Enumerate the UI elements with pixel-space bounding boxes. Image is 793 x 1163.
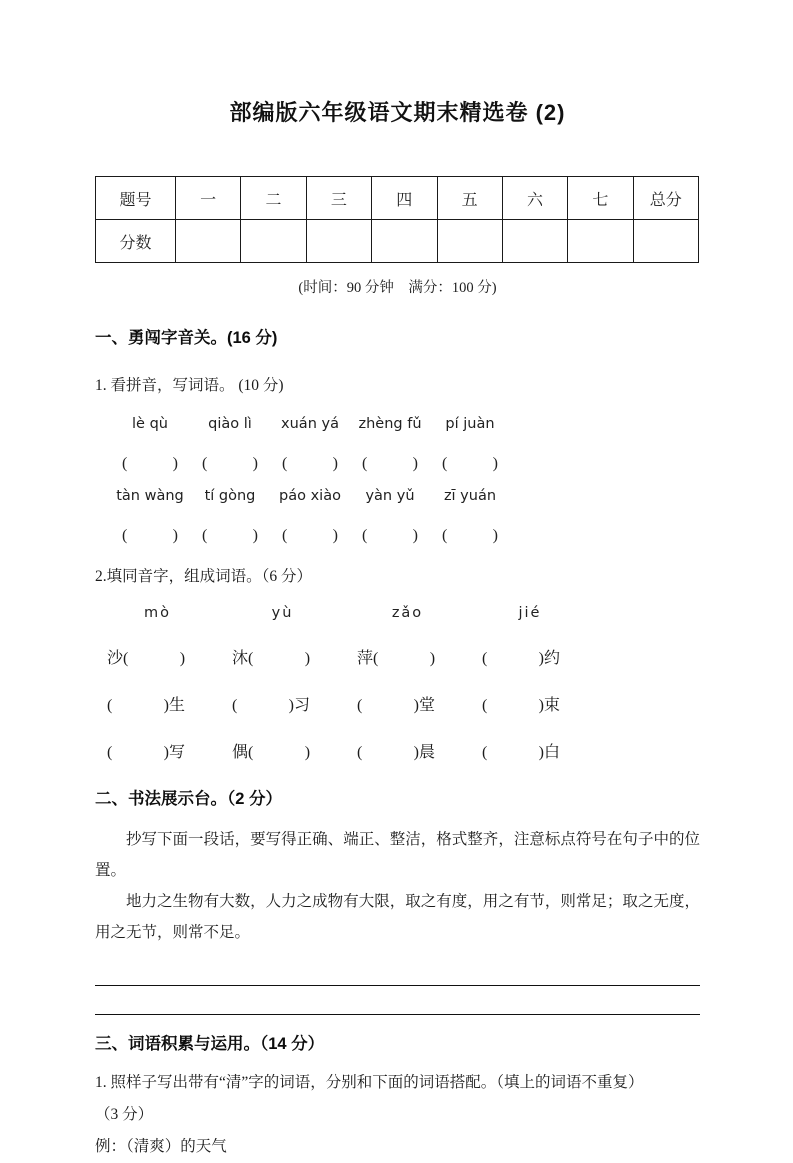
pinyin-answer-cell xyxy=(190,416,270,473)
pinyin-text: zī yuán xyxy=(443,488,497,504)
score-table-corner-label: 题号 xyxy=(96,177,176,220)
word-blank-cell[interactable]: ( ) 白 xyxy=(482,744,561,761)
word-row xyxy=(107,739,700,762)
answer-blank-parens[interactable]: ( ) xyxy=(282,455,338,472)
score-cell[interactable] xyxy=(437,220,502,263)
s1-q1-label: 1. 看拼音，写词语。 (10 分) xyxy=(95,377,284,394)
word-row xyxy=(107,692,700,715)
score-cell[interactable] xyxy=(568,220,633,263)
section-1-heading: 一、勇闯字音关。(16 分) xyxy=(95,329,278,347)
score-table-col-1: 一 xyxy=(176,177,241,220)
score-cell[interactable] xyxy=(306,220,371,263)
word-blank-cell[interactable]: ( ) 堂 xyxy=(357,697,436,714)
section-2-heading: 二、书法展示台。（2 分） xyxy=(95,790,283,808)
handwriting-area xyxy=(95,957,700,1015)
answer-blank-parens[interactable]: ( ) xyxy=(122,527,178,544)
section-3-heading: 三、词语积累与运用。（14 分） xyxy=(95,1035,325,1053)
page-title: 部编版六年级语文期末精选卷 (2) xyxy=(229,100,566,125)
word-blank-cell[interactable]: ( ) 写 xyxy=(107,744,186,761)
pinyin-text: lè qù xyxy=(132,416,168,432)
score-table-col-7: 七 xyxy=(568,177,633,220)
score-row-label: 分数 xyxy=(96,220,176,263)
pinyin-answer-cell xyxy=(430,488,510,545)
pinyin-answer-cell xyxy=(110,488,190,545)
word-blank-cell[interactable]: 偶 ( ) xyxy=(232,744,311,761)
score-table xyxy=(95,176,699,263)
answer-blank-parens[interactable]: ( ) xyxy=(442,527,498,544)
s1-q1-pinyin-row-1 xyxy=(110,416,700,473)
word-blank-cell[interactable]: ( ) 约 xyxy=(482,650,561,667)
s1-q2-word-grid xyxy=(107,645,700,762)
score-table-col-total: 总分 xyxy=(633,177,698,220)
time-and-score-note: (时间：90 分钟 满分：100 分) xyxy=(298,280,497,296)
s3-q1-label: 1. 照样子写出带有“清”字的词语，分别和下面的词语搭配。（填上的词语不重复） xyxy=(95,1074,644,1091)
word-blank-cell[interactable]: 沙 ( ) xyxy=(107,650,186,667)
word-blank-cell[interactable]: ( ) 晨 xyxy=(357,744,436,761)
pinyin-header: mò xyxy=(144,605,171,621)
pinyin-header: zǎo xyxy=(391,605,424,621)
pinyin-text: páo xiào xyxy=(279,488,341,504)
writing-line[interactable] xyxy=(95,986,700,1015)
s3-q1-points: （3 分） xyxy=(95,1106,154,1123)
answer-blank-parens[interactable]: ( ) xyxy=(122,455,178,472)
pinyin-answer-cell xyxy=(270,416,350,473)
word-blank-cell[interactable]: ( ) 生 xyxy=(107,697,186,714)
pinyin-header: yù xyxy=(271,605,294,621)
score-cell[interactable] xyxy=(372,220,437,263)
pinyin-header: jié xyxy=(518,605,542,621)
answer-blank-parens[interactable]: ( ) xyxy=(442,455,498,472)
score-table-score-row xyxy=(96,220,699,263)
pinyin-text: qiào lì xyxy=(208,416,252,432)
pinyin-text: tí gòng xyxy=(204,488,256,504)
s2-instruction: 抄写下面一段话，要写得正确、端正、整洁，格式整齐，注意标点符号在句子中的位置。 xyxy=(95,831,700,879)
pinyin-answer-cell xyxy=(350,488,430,545)
answer-blank-parens[interactable]: ( ) xyxy=(362,527,418,544)
answer-blank-parens[interactable]: ( ) xyxy=(202,455,258,472)
pinyin-answer-cell xyxy=(270,488,350,545)
pinyin-answer-cell xyxy=(430,416,510,473)
word-row xyxy=(107,645,700,668)
pinyin-text: zhèng fǔ xyxy=(358,416,422,432)
s1-q2-pinyin-headers xyxy=(95,605,700,621)
score-cell[interactable] xyxy=(502,220,567,263)
pinyin-answer-cell xyxy=(110,416,190,473)
s3-example: 例：（清爽）的天气 xyxy=(95,1138,227,1155)
word-blank-cell[interactable]: 萍 ( ) xyxy=(357,650,436,667)
s1-q2-label: 2.填同音字，组成词语。（6 分） xyxy=(95,568,313,585)
score-table-col-5: 五 xyxy=(437,177,502,220)
s1-q1-pinyin-row-2 xyxy=(110,488,700,545)
pinyin-text: tàn wàng xyxy=(116,488,184,504)
word-blank-cell[interactable]: ( ) 习 xyxy=(232,697,311,714)
score-table-col-2: 二 xyxy=(241,177,306,220)
pinyin-text: yàn yǔ xyxy=(365,488,415,504)
pinyin-text: xuán yá xyxy=(281,416,339,432)
answer-blank-parens[interactable]: ( ) xyxy=(282,527,338,544)
score-table-col-4: 四 xyxy=(372,177,437,220)
score-cell[interactable] xyxy=(633,220,698,263)
score-table-col-6: 六 xyxy=(502,177,567,220)
pinyin-answer-cell xyxy=(350,416,430,473)
score-cell[interactable] xyxy=(241,220,306,263)
score-cell[interactable] xyxy=(176,220,241,263)
word-blank-cell[interactable]: 沐 ( ) xyxy=(232,650,311,667)
s2-copy-passage: 地力之生物有大数，人力之成物有大限，取之有度，用之有节，则常足；取之无度，用之无节，则常不足。 xyxy=(95,893,700,941)
answer-blank-parens[interactable]: ( ) xyxy=(202,527,258,544)
score-table-col-3: 三 xyxy=(306,177,371,220)
pinyin-text: pí juàn xyxy=(445,416,495,432)
answer-blank-parens[interactable]: ( ) xyxy=(362,455,418,472)
score-table-header-row xyxy=(96,177,699,220)
pinyin-answer-cell xyxy=(190,488,270,545)
word-blank-cell[interactable]: ( ) 束 xyxy=(482,697,561,714)
writing-line[interactable] xyxy=(95,957,700,986)
